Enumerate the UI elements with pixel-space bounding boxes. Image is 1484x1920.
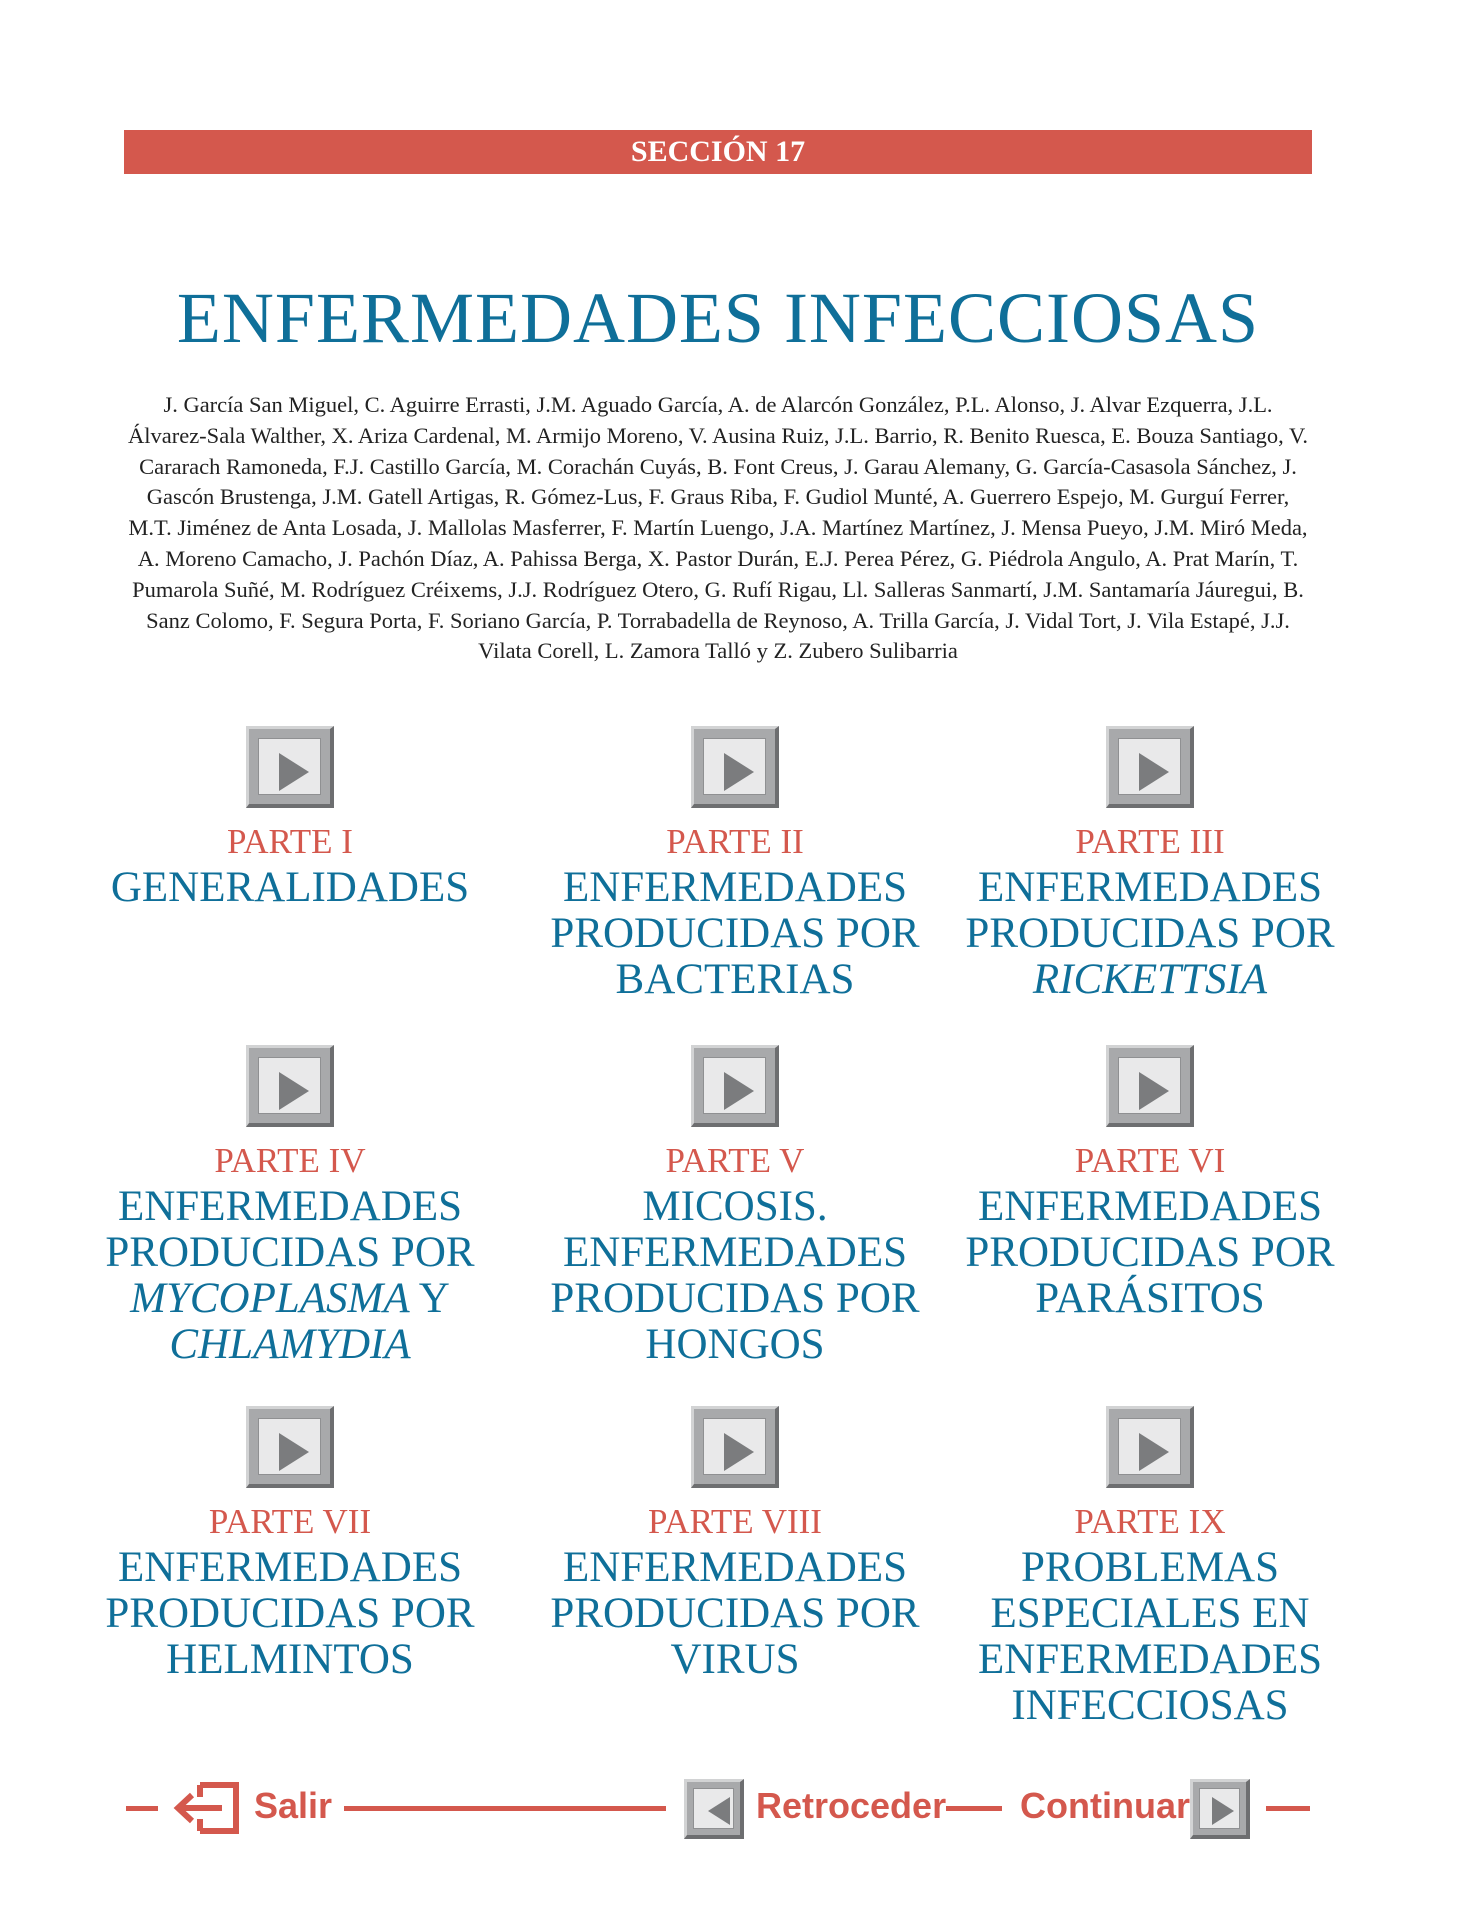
part-label: PARTE IX bbox=[1074, 1502, 1226, 1541]
play-icon[interactable] bbox=[691, 726, 779, 808]
part-title: GENERALIDADES bbox=[110, 864, 470, 911]
play-icon[interactable] bbox=[246, 726, 334, 808]
back-button[interactable] bbox=[684, 1779, 744, 1839]
play-icon[interactable] bbox=[691, 1045, 779, 1127]
part-2[interactable] bbox=[535, 726, 935, 1003]
part-title: MICOSIS. ENFERMEDADES PRODUCIDAS POR HONGOS bbox=[550, 1183, 920, 1368]
nav-divider bbox=[946, 1806, 1002, 1811]
play-icon[interactable] bbox=[1106, 1406, 1194, 1488]
part-1[interactable] bbox=[90, 726, 490, 911]
part-title: ENFERMEDADES PRODUCIDAS POR PARÁSITOS bbox=[965, 1183, 1335, 1322]
arrow-left-icon bbox=[693, 1788, 734, 1829]
part-label: PARTE III bbox=[1075, 822, 1225, 861]
part-label: PARTE IV bbox=[214, 1141, 366, 1180]
nav-divider bbox=[1266, 1806, 1310, 1811]
part-7[interactable] bbox=[90, 1406, 490, 1683]
arrow-right-icon bbox=[1199, 1788, 1240, 1829]
part-label: PARTE V bbox=[665, 1141, 805, 1180]
exit-door-icon[interactable] bbox=[170, 1779, 244, 1837]
exit-button[interactable]: Salir bbox=[254, 1785, 333, 1826]
part-title: ENFERMEDADES PRODUCIDAS POR RICKETTSIA bbox=[965, 864, 1335, 1003]
part-6[interactable] bbox=[950, 1045, 1350, 1322]
part-title: ENFERMEDADES PRODUCIDAS POR HELMINTOS bbox=[105, 1544, 475, 1683]
forward-label[interactable]: Continuar bbox=[1020, 1785, 1190, 1826]
play-icon[interactable] bbox=[691, 1406, 779, 1488]
part-4[interactable] bbox=[90, 1045, 490, 1368]
play-icon[interactable] bbox=[1106, 1045, 1194, 1127]
play-icon[interactable] bbox=[246, 1406, 334, 1488]
part-3[interactable] bbox=[950, 726, 1350, 1003]
part-title: ENFERMEDADES PRODUCIDAS POR VIRUS bbox=[550, 1544, 920, 1683]
part-9[interactable] bbox=[950, 1406, 1350, 1729]
part-label: PARTE I bbox=[227, 822, 353, 861]
part-title: ENFERMEDADES PRODUCIDAS POR BACTERIAS bbox=[550, 864, 920, 1003]
part-title: ENFERMEDADES PRODUCIDAS POR MYCOPLASMA Y CHLAMYDIA bbox=[105, 1183, 475, 1368]
part-title: PROBLEMAS ESPECIALES EN ENFERMEDADES INFECCIOSAS bbox=[977, 1544, 1323, 1729]
part-label: PARTE VII bbox=[208, 1502, 372, 1541]
nav-divider bbox=[344, 1806, 666, 1811]
authors-list: J. García San Miguel, C. Aguirre Errasti, J.M. Aguado García, A. de Alarcón González, P.L. Alonso, J. Alvar Ezquerra, J.L. Álvarez-Sala Walther, X. Ariza Cardenal, M. Armijo Moreno, V. Ausina Ruiz, J.L. Barrio, R. Benito Ruesca, E. Bouza Santiago, V. Cararach Ramoneda, F.J. Castillo García, M. Corachán Cuyás, B. Font Creus, J. Garau Alemany, G. García-Casasola Sánchez, J. Gascón Brustenga, J.M. Gatell Artigas, R. Gómez-Lus, F. Graus Riba, F. Gudiol Munté, A. Guerrero Espejo, M. Gurguí Ferrer, M.T. Jiménez de Anta Losada, J. Mallolas Masferrer, F. Martín Luengo, J.A. Martínez Martínez, J. Mensa Pueyo, J.M. Miró Meda, A. Moreno Camacho, J. Pachón Díaz, A. Pahissa Berga, X. Pastor Durán, E.J. Perea Pérez, G. Piédrola Angulo, A. Prat Marín, T. Pumarola Suñé, M. Rodríguez Créixems, J.J. Rodríguez Otero, G. Rufí Rigau, Ll. Salleras Sanmartí, J.M. Santamaría Jáuregui, B. Sanz Colomo, F. Segura Porta, F. Soriano García, P. Torrabadella de Reynoso, A. Trilla García, J. Vidal Tort, J. Vila Estapé, J.J. Vilata Corell, L. Zamora Talló y Z. Zubero Sulibarria bbox=[127, 392, 1308, 664]
play-icon[interactable] bbox=[246, 1045, 334, 1127]
section-label: SECCIÓN 17 bbox=[630, 135, 806, 168]
part-8[interactable] bbox=[535, 1406, 935, 1683]
nav-divider bbox=[126, 1806, 158, 1811]
part-label: PARTE VIII bbox=[648, 1502, 822, 1541]
page-title: ENFERMEDADES INFECCIOSAS bbox=[176, 278, 1260, 358]
part-5[interactable] bbox=[535, 1045, 935, 1368]
part-label: PARTE II bbox=[666, 822, 804, 861]
back-label[interactable]: Retroceder bbox=[756, 1785, 947, 1826]
part-label: PARTE VI bbox=[1074, 1141, 1226, 1180]
play-icon[interactable] bbox=[1106, 726, 1194, 808]
forward-button[interactable] bbox=[1190, 1779, 1250, 1839]
section-banner bbox=[124, 130, 1312, 174]
